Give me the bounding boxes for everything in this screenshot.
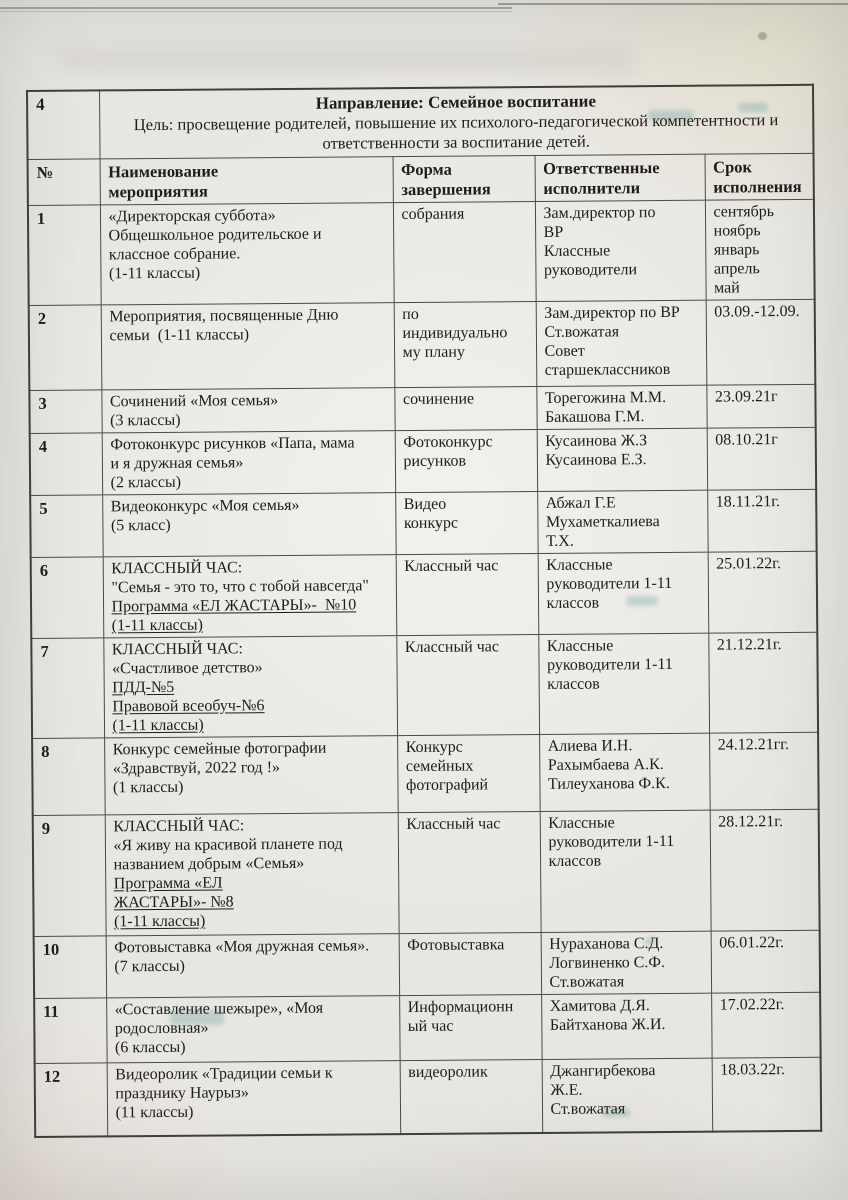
text-line: руководители 1-11 [546, 655, 673, 674]
event-name-cell [103, 636, 397, 738]
text-line: Классные [546, 556, 613, 574]
text-line: Кусаинова Ж.З [545, 432, 648, 450]
row-number-cell: 12 [35, 1063, 108, 1137]
text-line: (11 классы) [115, 1103, 194, 1122]
text-line: ноябрь [713, 222, 761, 240]
text-line: Фотоконкурс [403, 433, 493, 452]
text-line: и я дружная семья» [110, 454, 244, 473]
text-line: Программа «ЕЛ [113, 874, 223, 893]
text-line: руководители 1-11 [548, 832, 675, 851]
text-line: (6 классы) [114, 1038, 186, 1057]
text-line: собрания [401, 205, 465, 224]
text-line: КЛАССНЫЙ ЧАС: [111, 559, 243, 578]
completion-form-cell [394, 387, 536, 431]
text-line: Алиева И.Н. [547, 737, 633, 755]
goal-text: Цель: просвещение родителей, повышение их психолого-педагогической компетентности и ответственности за воспитание детей. [133, 110, 779, 153]
text-line: семейных [405, 757, 474, 776]
text-line: Ответственные [543, 158, 660, 178]
deadline-cell [705, 199, 815, 300]
text-line: 03.09.-12.09. [714, 302, 800, 321]
event-name-cell [100, 203, 394, 305]
responsible-cell [537, 490, 707, 553]
plan-table-body [28, 199, 821, 1136]
text-line: «Директорская суббота» [108, 207, 276, 226]
row-number-cell: 11 [34, 998, 107, 1064]
section-title-cell [99, 85, 814, 159]
text-line: январь [713, 241, 760, 259]
direction-title: Направление: Семейное воспитание [315, 91, 597, 113]
text-line: «Составление шежыре», «Моя [114, 999, 324, 1019]
text-line: родословная» [114, 1019, 209, 1038]
text-line: сентябрь [713, 203, 775, 221]
text-line: (2 классы) [110, 473, 182, 492]
text-line: празднику Наурыз» [115, 1084, 249, 1103]
table-row [32, 732, 819, 815]
text-line: (5 класс) [110, 516, 171, 535]
text-line: Ж.Е. [550, 1081, 583, 1099]
row-number-cell: 3 [29, 390, 101, 434]
table-row [33, 809, 820, 936]
text-line: 18.11.21г. [715, 493, 780, 511]
table-row [30, 427, 816, 495]
completion-form-cell [395, 491, 537, 554]
text-line: (1-11 классы) [113, 912, 206, 931]
column-header [393, 156, 535, 203]
text-line: классов [548, 852, 602, 870]
column-header [28, 159, 100, 206]
text-line: «Я живу на красивой планете под [113, 835, 343, 855]
column-header-row [28, 153, 814, 205]
text-line: Классные [543, 242, 611, 260]
text-line: Т.Х. [545, 532, 574, 550]
completion-form-cell [397, 734, 540, 812]
text-line: Конкурс [405, 738, 463, 757]
column-header [535, 154, 705, 201]
text-line: 18.03.22г. [720, 1061, 786, 1079]
deadline-cell [709, 732, 819, 810]
text-line: «Счастливое детство» [111, 659, 263, 678]
text-line: старшеклассников [544, 360, 671, 379]
event-name-cell [107, 1061, 401, 1136]
table-row [34, 930, 820, 998]
event-name-cell [102, 431, 395, 495]
table-row [30, 489, 816, 557]
text-line: Конкурс семейные фотографии [112, 739, 327, 759]
text-line: завершения [401, 179, 491, 200]
text-line: Сочинений «Моя семья» [109, 392, 279, 411]
plan-table-wrap [26, 84, 820, 1138]
deadline-cell [712, 1057, 822, 1131]
bleed-through-smudge [55, 46, 635, 72]
scan-edge-line [498, 3, 848, 5]
row-number-cell: 5 [30, 495, 102, 558]
event-name-cell [106, 996, 400, 1063]
table-row [29, 299, 816, 390]
responsible-cell [538, 633, 709, 734]
event-name-cell [102, 493, 395, 557]
table-row [34, 992, 821, 1063]
text-line: Торегожина М.М. [544, 388, 667, 407]
text-line: Байтханова Ж.И. [549, 1016, 666, 1034]
text-line: Классный час [406, 815, 501, 834]
text-line: (3 классы) [110, 411, 181, 430]
text-line: Классные [548, 814, 615, 832]
text-line: семьи (1-11 классы) [109, 326, 250, 345]
text-line: (7 классы) [114, 957, 185, 976]
text-line: 21.12.21г. [716, 636, 782, 654]
text-line: Мухаметкалиева [545, 513, 660, 531]
deadline-cell [707, 427, 816, 490]
deadline-cell [708, 632, 818, 733]
text-line: Информационн [407, 998, 514, 1017]
text-line: Видеоролик «Традиции семьи к [115, 1064, 333, 1084]
text-line: Кусаинова Е.З. [545, 451, 647, 469]
deadline-cell [708, 551, 818, 633]
text-line: Видео [403, 495, 447, 514]
text-line: классное собрание. [108, 245, 241, 264]
completion-form-cell [399, 932, 541, 995]
text-line: Наименование [108, 161, 219, 182]
text-line: мероприятия [108, 181, 209, 202]
text-line: по [402, 305, 419, 324]
text-line: (1-11 классы) [112, 716, 204, 735]
text-line: сочинение [402, 390, 475, 409]
text-line: май [714, 279, 740, 297]
responsible-cell [536, 300, 707, 386]
event-name-cell [104, 736, 398, 815]
text-line: Срок [713, 157, 753, 177]
text-line: Фотовыставка «Моя дружная семья». [114, 937, 370, 957]
text-line: фотографий [405, 776, 489, 795]
row-number-cell: 1 [28, 205, 101, 306]
row-number-cell: 7 [31, 638, 104, 739]
text-line: 08.10.21г [715, 431, 778, 449]
text-line: апрель [713, 260, 760, 278]
completion-form-cell [393, 202, 536, 303]
column-header [705, 153, 814, 200]
text-line: Правовой всеобуч-№6 [112, 697, 265, 716]
text-line: рисунков [403, 452, 467, 471]
text-line: Программа «ЕЛ ЖАСТАРЫ»- №10 [111, 596, 357, 616]
event-name-cell [103, 555, 397, 638]
ink-dot [758, 32, 767, 40]
text-line: «Здравствуй, 2022 год !» [112, 759, 281, 778]
text-line: № [36, 162, 54, 182]
table-row [35, 1057, 822, 1136]
table-row [28, 199, 815, 305]
completion-form-cell [400, 1059, 543, 1133]
text-line: Фотовыставка [407, 936, 505, 955]
row-number-cell: 4 [30, 433, 102, 496]
responsible-cell [536, 385, 706, 429]
completion-form-cell [394, 302, 537, 388]
text-line: Видеоконкурс «Моя семья» [110, 496, 300, 516]
text-line: "Семья - это то, что с тобой навсегда" [111, 577, 369, 597]
event-name-cell [101, 303, 395, 390]
responsible-cell [539, 733, 710, 811]
text-line: руководители 1-11 [546, 574, 673, 593]
text-line: видеоролик [408, 1063, 488, 1082]
deadline-cell [706, 384, 815, 428]
text-line: ЖАСТАРЫ»- №8 [113, 893, 234, 912]
event-name-cell [106, 934, 399, 998]
text-line: Ст.вожатая [549, 973, 625, 991]
text-line: классов [547, 675, 600, 693]
text-line: 17.02.22г. [719, 996, 785, 1014]
table-row [29, 384, 815, 433]
text-line: му плану [402, 343, 465, 362]
section-header-row [27, 85, 814, 160]
text-line: Ст.вожатая [544, 323, 620, 341]
responsible-cell [541, 993, 712, 1059]
row-number-cell: 10 [34, 936, 106, 999]
text-line: Классные [546, 637, 614, 655]
text-line: 28.12.21г. [718, 813, 784, 831]
text-line: Общешкольное родительское и [108, 225, 322, 245]
text-line: конкурс [403, 514, 459, 533]
text-line: Хамитова Д.Я. [549, 997, 650, 1015]
text-line: Логвиненко С.Ф. [549, 954, 666, 972]
text-line: 25.01.22г. [716, 555, 782, 573]
text-line: КЛАССНЫЙ ЧАС: [111, 640, 243, 659]
responsible-cell [542, 1058, 713, 1132]
text-line: ый час [407, 1017, 454, 1036]
text-line: ПДД-№5 [112, 678, 175, 697]
text-line: (1 классы) [112, 778, 184, 797]
column-header [100, 157, 393, 205]
text-line: Зам.директор по [543, 204, 656, 222]
text-line: ВР [543, 223, 564, 241]
scan-edge-line [0, 11, 512, 12]
completion-form-cell [398, 811, 541, 933]
responsible-cell [541, 931, 711, 994]
text-line: классов [546, 594, 600, 612]
deadline-cell [711, 992, 821, 1058]
text-line: исполнения [713, 176, 802, 197]
text-line: Форма [401, 159, 452, 180]
deadline-cell [707, 489, 816, 552]
row-number-cell: 8 [32, 738, 105, 816]
text-line: Ст.вожатая [550, 1100, 626, 1118]
text-line: руководители [543, 261, 638, 279]
text-line: Совет [544, 342, 585, 360]
text-line: Нураханова С.Д. [549, 935, 664, 953]
text-line: Классный час [404, 638, 500, 657]
text-line: 24.12.21гг. [717, 736, 790, 754]
text-line: Рахымбаева А.К. [547, 756, 664, 774]
deadline-cell [706, 299, 816, 385]
completion-form-cell [396, 553, 539, 635]
table-row [31, 632, 818, 738]
text-line: Зам.директор по ВР [544, 303, 680, 322]
row-number-cell: 9 [33, 815, 106, 937]
responsible-cell [537, 428, 707, 491]
text-line: (1-11 классы) [108, 264, 201, 283]
text-line: Фотоконкурс рисунков «Папа, мама [110, 434, 355, 454]
completion-form-cell [395, 429, 537, 492]
text-line: названием добрым «Семья» [113, 854, 305, 874]
responsible-cell [538, 552, 709, 634]
text-line: 06.01.22г. [719, 934, 785, 952]
text-line: исполнители [543, 178, 641, 198]
text-line: КЛАССНЫЙ ЧАС: [113, 817, 245, 836]
text-line: Бакашова Г.М. [545, 408, 645, 426]
deadline-cell [711, 930, 820, 993]
plan-table [26, 84, 822, 1138]
section-number-cell: 4 [27, 90, 100, 159]
responsible-cell [535, 200, 706, 301]
text-line: Классный час [404, 557, 499, 576]
completion-form-cell [396, 634, 539, 735]
event-name-cell [101, 388, 394, 433]
text-line: Тилеуханова Ф.К. [547, 774, 670, 793]
text-line: индивидуально [402, 324, 508, 343]
text-line: Абжал Г.Е [545, 494, 616, 512]
text-line: (1-11 классы) [111, 616, 203, 635]
event-name-cell [105, 813, 399, 936]
row-number-cell: 6 [31, 557, 104, 639]
responsible-cell [540, 810, 711, 932]
completion-form-cell [399, 994, 542, 1060]
deadline-cell [710, 809, 820, 931]
table-row [31, 551, 818, 638]
text-line: Джангирбекова [550, 1062, 656, 1080]
row-number-cell: 2 [29, 305, 102, 391]
scan-edge-line [0, 7, 512, 9]
text-line: 23.09.21г [714, 388, 778, 406]
text-line: Мероприятия, посвященные Дню [109, 306, 339, 326]
